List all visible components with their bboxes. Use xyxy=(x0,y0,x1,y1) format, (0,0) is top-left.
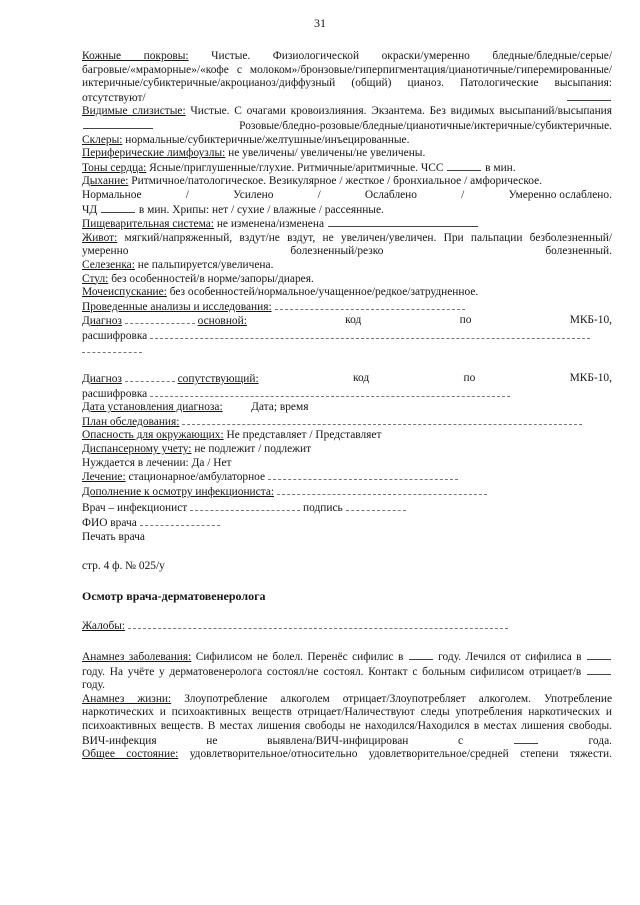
mucosa-text: Чистые. С очагами кровоизлияния. Экзантема. Без видимых высыпаний/высыпания xyxy=(190,105,613,118)
dispensary-label: Диспансерному учету: xyxy=(82,443,192,456)
history-text-4: году. xyxy=(82,679,105,692)
dx-main-row xyxy=(82,314,612,329)
spleen-line xyxy=(82,259,612,273)
digest-blank[interactable] xyxy=(328,217,478,227)
skin-text: Чистые. Физиологической окраски/умеренно бледные/бледные/серые/багровые/«мраморные»/«кофе с молоком»/бронзовые/гиперпигментация/цианотичные/гиперемированные/иктеричные/субиктеричные/акроцианоз/диффузный (общий) цианоз. Патологические высыпания: отсутствуют/ xyxy=(82,50,612,104)
state-text: удовлетворительное/относительно удовлетворительное/средней степени тяжести. xyxy=(189,748,612,761)
abdomen-text: мягкий/напряженный, вздут/не вздут, не увеличен/увеличен. При пальпации безболезненный/умеренно болезненный/резко болезненный. xyxy=(82,231,612,258)
breath-label: Дыхание: xyxy=(82,175,129,188)
life-text-2: года. xyxy=(588,734,612,747)
history-year-2[interactable] xyxy=(587,650,611,660)
signature-blank[interactable] xyxy=(346,501,406,511)
life-text: Злоупотребление алкоголем отрицает/Злоупотребляет алкоголем. Употребление наркотических и психоактивных веществ отрицает/Наличествуют следы употребления наркотических и психоактивных веществ. В местах лишения свободы не находился/Находился в местах лишения свободы. ВИЧ-инфекция не выявлена/ВИЧ-инфицирован с xyxy=(82,692,613,747)
doctor-line xyxy=(82,501,612,516)
life-label: Анамнез жизни: xyxy=(82,692,172,705)
breath-options-row xyxy=(82,189,612,203)
state-label: Общее состояние: xyxy=(82,748,179,761)
heart-unit: в мин. xyxy=(485,161,516,174)
life-paragraph xyxy=(82,693,612,748)
fio-line xyxy=(82,516,612,531)
addition-line xyxy=(82,485,612,500)
rr-text: в мин. Хрипы: нет / сухие / влажные / рассеянные. xyxy=(138,203,384,216)
signature-label: подпись xyxy=(303,502,343,515)
breath-opt-weakened: Ослаблено xyxy=(364,188,417,201)
treatment-text: стационарное/амбулаторное xyxy=(128,471,266,484)
history-year-1[interactable] xyxy=(409,650,433,660)
stool-label: Стул: xyxy=(82,272,109,285)
form-ref: стр. 4 ф. № 025/у xyxy=(82,560,165,573)
skin-paragraph xyxy=(82,50,612,105)
digest-line xyxy=(82,217,612,232)
dx-main-label: Диагноз xyxy=(82,315,122,328)
dx-main-gap xyxy=(125,314,195,324)
abdomen-label: Живот: xyxy=(82,231,118,244)
breath-opt-moderate: Умеренно ослаблено. xyxy=(508,188,612,201)
mucosa-label: Видимые слизистые: xyxy=(82,105,186,118)
skin-label: Кожные покровы: xyxy=(82,50,189,62)
heart-label: Тоны сердца: xyxy=(82,161,147,174)
dispensary-text: не подлежит / подлежит xyxy=(194,443,312,456)
treatment-label: Лечение: xyxy=(82,471,126,484)
rr-line xyxy=(82,203,612,218)
life-year[interactable] xyxy=(514,734,538,744)
tests-label: Проведенные анализы и исследования: xyxy=(82,300,272,313)
history-paragraph xyxy=(82,650,612,693)
print-label: Печать врача xyxy=(82,530,145,543)
plan-label: План обследования: xyxy=(82,415,180,428)
danger-line xyxy=(82,429,612,443)
form-content xyxy=(82,50,612,762)
page-number: 31 xyxy=(314,16,326,30)
spleen-label: Селезенка: xyxy=(82,258,135,271)
fio-blank[interactable] xyxy=(140,516,220,526)
history-year-3[interactable] xyxy=(587,665,611,675)
complaints-blank[interactable] xyxy=(128,619,508,629)
treatment-line xyxy=(82,470,612,485)
dx-main-decode-label: расшифровка xyxy=(82,329,148,342)
breath-line xyxy=(82,175,612,189)
breath-opt-sep-3: / xyxy=(461,188,465,201)
dx-comorb-decode-label: расшифровка xyxy=(82,387,148,400)
tests-line xyxy=(82,300,612,315)
rash-blank[interactable] xyxy=(567,91,611,101)
dx-main-decode-cont xyxy=(82,343,612,358)
lymph-line xyxy=(82,147,612,161)
plan-line xyxy=(82,415,612,430)
date-dx-label: Дата установления диагноза: xyxy=(82,401,223,414)
dx-main-decode-blank-2[interactable] xyxy=(82,343,142,353)
dispensary-line xyxy=(82,443,612,457)
heart-text: Ясные/приглушенные/глухие. Ритмичные/аритмичные. ЧСС xyxy=(149,161,444,174)
history-text-2: году. Лечился от сифилиса в xyxy=(438,650,582,663)
dx-main-decode-blank[interactable] xyxy=(150,329,590,339)
breath-opt-sep-2: / xyxy=(317,188,321,201)
complaints-line xyxy=(82,619,612,634)
breath-opt-increased: Усилено xyxy=(233,188,274,201)
mucosa-rash-blank[interactable] xyxy=(83,119,153,129)
breath-text: Ритмичное/патологическое. Везикулярное / жесткое / бронхиальное / амфорическое. xyxy=(131,175,543,188)
dx-comorb-decode-blank[interactable] xyxy=(150,387,510,397)
doctor-label: Врач – инфекционист xyxy=(82,502,188,515)
dx-comorb-row xyxy=(82,372,612,387)
breath-opt-sep-1: / xyxy=(185,188,189,201)
mucosa-text-2: Розовые/бледно-розовые/бледные/цианотичные/иктеричные/субиктеричные. xyxy=(239,119,612,132)
dx-comorb-decode-line xyxy=(82,387,612,402)
breath-opt-normal: Нормальное xyxy=(82,188,142,201)
stool-line xyxy=(82,273,612,287)
treatment-need-text: Да / Нет xyxy=(191,456,232,469)
rr-label: ЧД xyxy=(82,203,98,216)
history-text-3: году. На учёте у дерматовенеролога состоял/не состоял. Контакт с больным сифилисом отрицает/в xyxy=(82,665,582,678)
heart-line xyxy=(82,161,612,176)
addition-label: Дополнение к осмотру инфекциониста: xyxy=(82,485,275,498)
doctor-blank[interactable] xyxy=(190,501,300,511)
dx-main-sub: основной: xyxy=(197,315,247,328)
state-paragraph xyxy=(82,748,612,762)
abdomen-paragraph xyxy=(82,232,612,259)
sclera-line xyxy=(82,134,612,148)
lymph-label: Периферические лимфоузлы: xyxy=(82,147,226,160)
history-label: Анамнез заболевания: xyxy=(82,650,192,663)
digest-label: Пищеварительная система: xyxy=(82,218,214,231)
sclera-label: Склеры: xyxy=(82,133,123,146)
treatment-need-line xyxy=(82,457,612,471)
dx-comorb-sub: сопутствующий: xyxy=(177,373,259,386)
sclera-text: нормальные/субиктеричные/желтушные/инъецированные. xyxy=(125,133,410,146)
urine-line xyxy=(82,286,612,300)
fio-label: ФИО врача xyxy=(82,517,137,529)
dx-comorb-code: код xyxy=(353,372,370,385)
heart-rate-blank[interactable] xyxy=(447,161,481,171)
tests-blank[interactable] xyxy=(275,300,465,310)
dx-main-decode-line xyxy=(82,329,612,344)
plan-blank[interactable] xyxy=(182,415,582,425)
dx-comorb-icd: МКБ-10, xyxy=(569,372,612,385)
history-text-1: Сифилисом не болел. Перенёс сифилис в xyxy=(195,650,404,663)
danger-label: Опасность для окружающих: xyxy=(82,429,224,442)
urine-text: без особенностей/нормальное/учащенное/редкое/затрудненное. xyxy=(169,286,479,299)
date-dx-line xyxy=(82,401,612,415)
addition-blank[interactable] xyxy=(277,485,487,495)
treatment-blank[interactable] xyxy=(268,470,458,480)
dx-comorb-gap xyxy=(125,372,175,382)
derm-heading: Осмотр врача-дерматовенеролога xyxy=(82,588,266,603)
complaints-label: Жалобы: xyxy=(82,620,126,633)
mucosa-paragraph xyxy=(82,105,612,133)
stool-text: без особенностей/в норме/запоры/диарея. xyxy=(111,272,314,285)
digest-text: не изменена/изменена xyxy=(216,218,324,231)
print-line xyxy=(82,531,612,545)
lymph-text: не увеличены/ увеличены/не увеличены. xyxy=(228,147,426,160)
dx-main-by: по xyxy=(459,314,472,327)
date-time-label: Дата; время xyxy=(251,401,309,414)
dx-main-code: код xyxy=(345,314,362,327)
dx-main-icd: МКБ-10, xyxy=(569,314,612,327)
rr-blank[interactable] xyxy=(101,203,135,213)
dx-comorb-label: Диагноз xyxy=(82,373,122,386)
urine-label: Мочеиспускание: xyxy=(82,286,167,299)
spleen-text: не пальпируется/увеличена. xyxy=(137,258,274,271)
danger-text: Не представляет / Представляет xyxy=(226,429,382,442)
dx-comorb-by: по xyxy=(463,372,476,385)
treatment-need-label: Нуждается в лечении: xyxy=(82,456,189,469)
